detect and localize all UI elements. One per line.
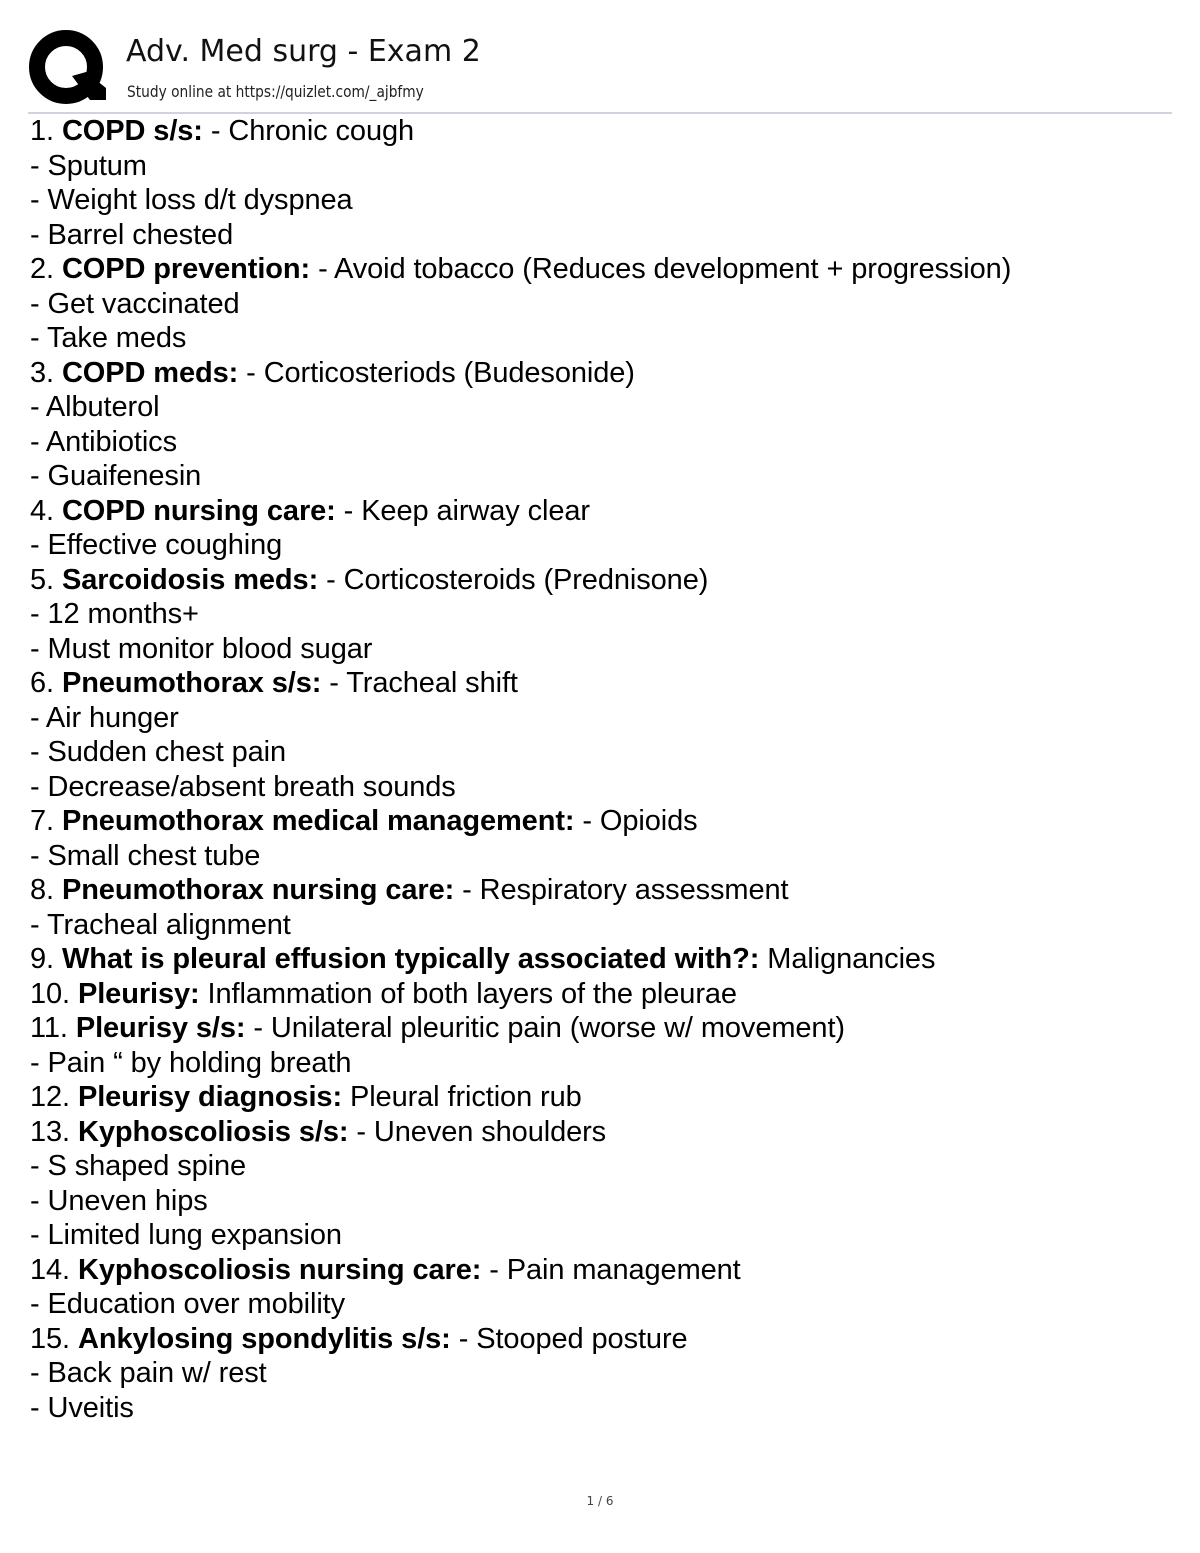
list-item: 7. Pneumothorax medical management: - Opioids [30,805,698,837]
list-item: - Barrel chested [30,218,234,251]
list-item: 11. Pleurisy s/s: - Unilateral pleuritic pain (worse w/ movement) [30,1012,845,1044]
study-online-url[interactable]: https://quizlet.com/_ajbfmy [235,82,424,101]
list-item: - Limited lung expansion [30,1219,342,1251]
study-online-line [127,80,424,104]
list-item: - Guaifenesin [30,460,202,492]
list-item: - Uneven hips [30,1184,208,1217]
list-item: - Uveitis [30,1391,134,1424]
list-item: - Sputum [30,149,147,182]
list-item: - Decrease/absent breath sounds [30,770,456,803]
document-title: Adv. Med surg - Exam 2 [126,34,481,69]
list-item: 4. COPD nursing care: - Keep airway clear [30,494,590,527]
list-item: 9. What is pleural effusion typically associated with?: Malignancies [30,943,936,975]
study-online-prefix: Study online at [127,82,236,101]
list-item: 10. Pleurisy: Inflammation of both layers of the pleurae [30,977,737,1010]
list-item: - S shaped spine [30,1150,247,1182]
list-item: 5. Sarcoidosis meds: - Corticosteroids (Prednisone) [30,563,709,596]
list-item: - Tracheal alignment [30,908,291,941]
list-item: 15. Ankylosing spondylitis s/s: - Stooped posture [30,1322,688,1355]
list-item: - Get vaccinated [30,287,240,320]
list-item: - Air hunger [30,701,179,734]
list-item: 8. Pneumothorax nursing care: - Respiratory assessment [30,874,789,906]
list-item: - Back pain w/ rest [30,1357,267,1389]
list-item: - Small chest tube [30,839,261,872]
list-item: - Antibiotics [30,425,177,458]
list-item: - Education over mobility [30,1288,346,1320]
list-item: - Pain “ by holding breath [30,1046,352,1079]
list-item: - Effective coughing [30,529,283,561]
list-item: - Must monitor blood sugar [30,632,373,665]
list-item: - Take meds [30,322,187,354]
list-item: 3. COPD meds: - Corticosteriods (Budesonide) [30,356,635,389]
list-item: 13. Kyphoscoliosis s/s: - Uneven shoulders [30,1115,607,1148]
list-item: 12. Pleurisy diagnosis: Pleural friction rub [30,1081,582,1113]
list-item: - Weight loss d/t dyspnea [30,184,353,216]
list-item: - Sudden chest pain [30,736,287,768]
list-item: 1. COPD s/s: - Chronic cough [30,115,415,147]
list-item: 14. Kyphoscoliosis nursing care: - Pain management [30,1253,741,1286]
list-item: 6. Pneumothorax s/s: - Tracheal shift [30,667,518,699]
document-header [28,28,1172,114]
list-item: - Albuterol [30,391,160,423]
page-indicator: 1 / 6 [586,1494,614,1508]
flashcard-list [30,114,1180,1425]
list-item: 2. COPD prevention: - Avoid tobacco (Reduces development + progression) [30,253,1012,285]
quizlet-logo-icon [28,28,108,108]
list-item: - 12 months+ [30,598,199,630]
